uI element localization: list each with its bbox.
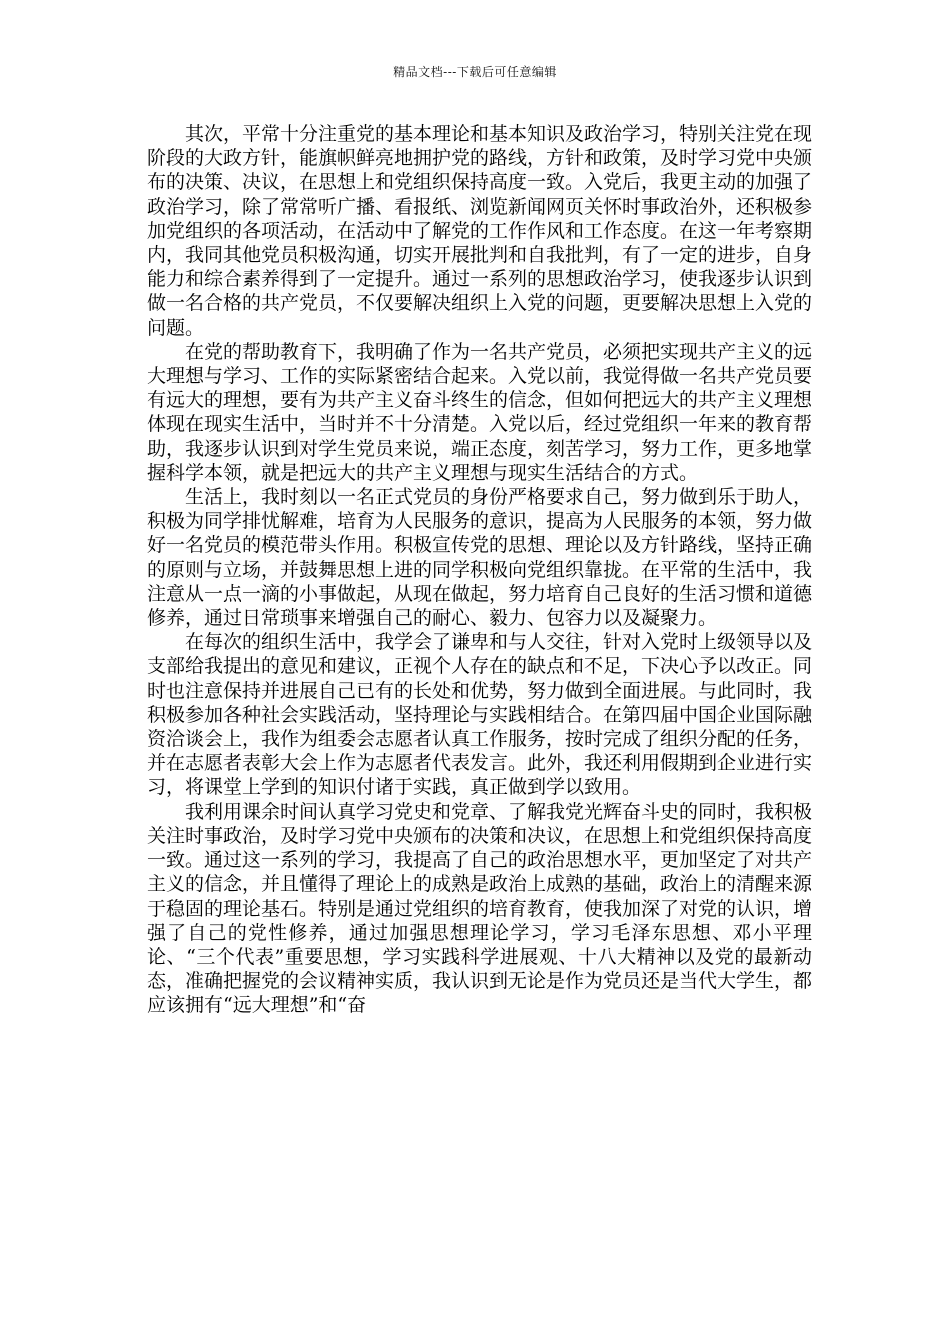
page-header: 精品文档---下载后可任意编辑: [393, 65, 557, 79]
paragraph-3: 生活上，我时刻以一名正式党员的身份严格要求自己，努力做到乐于助人，积极为同学排忧解难，培育为人民服务的意识，提高为人民服务的本领，努力做好一名党员的模范带头作用。积极宣传党的思想、理论以及方针路线，坚持正确的原则与立场，并鼓舞思想上进的同学积极向党组织靠拢。在平常的生活中，我注意从一点一滴的小事做起，从现在做起，努力培育自己良好的生活习惯和道德修养，通过日常琐事来增强自己的耐心、毅力、包容力以及凝聚力。: [147, 486, 813, 630]
paragraph-2: 在党的帮助教育下，我明确了作为一名共产党员，必须把实现共产主义的远大理想与学习、工作的实际紧密结合起来。入党以前，我觉得做一名共产党员要有远大的理想，要有为共产主义奋斗终生的信念，但如何把远大的共产主义理想体现在现实生活中，当时并不十分清楚。入党以后，经过党组织一年来的教育帮助，我逐步认识到对学生党员来说，端正态度，刻苦学习，努力工作，更多地掌握科学本领，就是把远大的共产主义理想与现实生活结合的方式。: [147, 340, 813, 484]
document-body: [147, 122, 812, 1018]
paragraph-4: 在每次的组织生活中，我学会了谦卑和与人交往，针对入党时上级领导以及支部给我提出的意见和建议，正视个人存在的缺点和不足，下决心予以改正。同时也注意保持并进展自己已有的长处和优势，努力做到全面进展。与此同时，我积极参加各种社会实践活动，坚持理论与实践相结合。在第四届中国企业国际融资洽谈会上，我作为组委会志愿者认真工作服务，按时完成了组织分配的任务，并在志愿者表彰大会上作为志愿者代表发言。此外，我还利用假期到企业进行实习，将课堂上学到的知识付诸于实践，真正做到学以致用。: [147, 631, 813, 799]
paragraph-1: 其次，平常十分注重党的基本理论和基本知识及政治学习，特别关注党在现阶段的大政方针，能旗帜鲜亮地拥护党的路线，方针和政策，及时学习党中央颁布的决策、决议，在思想上和党组织保持高度一致。入党后，我更主动的加强了政治学习，除了常常听广播、看报纸、浏览新闻网页关怀时事政治外，还积极参加党组织的各项活动，在活动中了解党的工作作风和工作态度。在这一年考察期内，我同其他党员积极沟通，切实开展批判和自我批判，有了一定的进步，自身能力和综合素养得到了一定提升。通过一系列的思想政治学习，使我逐步认识到做一名合格的共产党员，不仅要解决组织上入党的问题，更要解决思想上入党的问题。: [147, 123, 813, 339]
paragraph-5: 我利用课余时间认真学习党史和党章、了解我党光辉奋斗史的同时，我积极关注时事政治，及时学习党中央颁布的决策和决议，在思想上和党组织保持高度一致。通过这一系列的学习，我提高了自己的政治思想水平，更加坚定了对共产主义的信念，并且懂得了理论上的成熟是政治上成熟的基础，政治上的清醒来源于稳固的理论基石。特别是通过党组织的培育教育，使我加深了对党的认识，增强了自己的党性修养，通过加强思想理论学习，学习毛泽东思想、邓小平理论、“三个代表”重要思想，学习实践科学进展观、十八大精神以及党的最新动态，准确把握党的会议精神实质，我认识到无论是作为党员还是当代大学生，都应该拥有“远大理想”和“奋: [147, 800, 813, 1017]
